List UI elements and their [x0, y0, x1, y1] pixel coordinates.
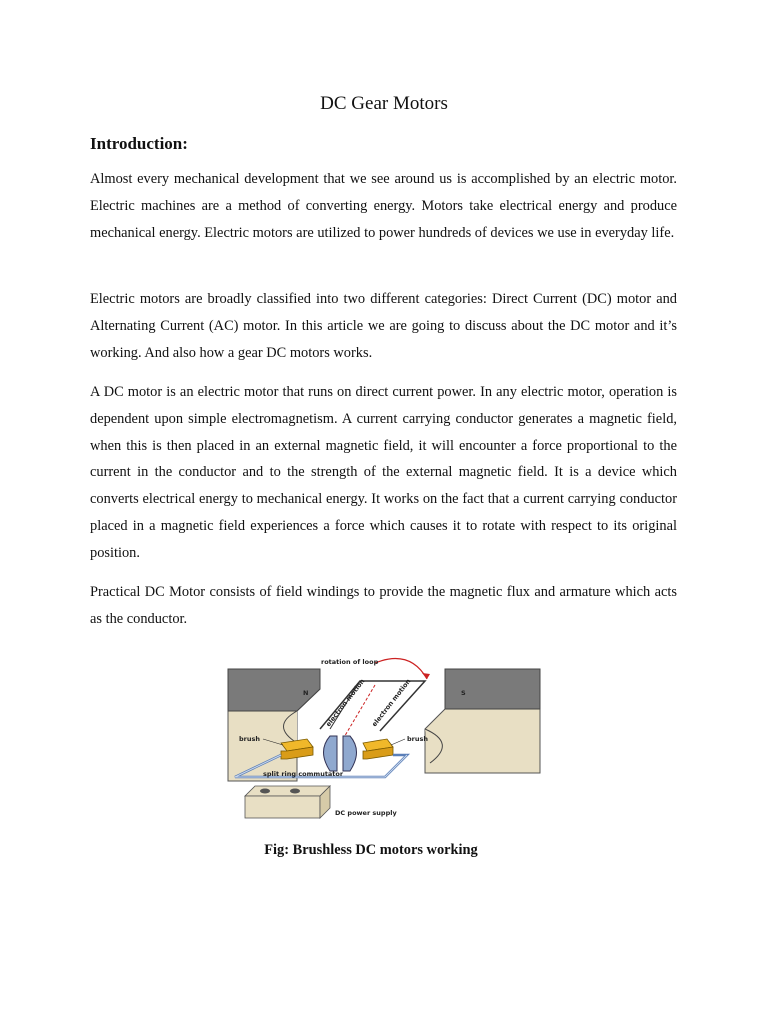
- paragraph-1: Almost every mechanical development that we see around us is accomplished by an electric motor. Electric machines are a method of converting energy. Motors take electrical energy and produce mechanical energy. Electric motors are utilized to power hundreds of devices we use in everyday life.: [90, 171, 677, 241]
- electron-flow-left-label: electron motion: [324, 677, 367, 729]
- dc-motor-diagram-svg: [225, 651, 545, 821]
- north-label: N: [303, 689, 309, 697]
- paragraph-4: Practical DC Motor consists of field windings to provide the magnetic flux and armature which acts as the conductor.: [90, 584, 677, 627]
- commutator-left-half: [324, 736, 338, 771]
- rotation-arrow: [375, 659, 427, 679]
- rotation-label: rotation of loop: [321, 658, 379, 666]
- figure-caption: Fig: Brushless DC motors working: [264, 842, 478, 858]
- left-brush-label: brush: [239, 735, 260, 743]
- paragraph-3: A DC motor is an electric motor that runs on direct current power. In any electric motor, operation is dependent upon simple electromagnetism. A current carrying conductor generates a magnetic field, when this is then placed in an external magnetic field, it will encounter a force proportional to the current in the conductor and to the strength of the external magnetic field. It is a device which converts electrical energy to mechanical energy. It works on the fact that a current carrying conductor placed in a magnetic field experiences a force which causes it to rotate with respect to its original position.: [90, 384, 677, 561]
- section-heading-introduction: Introduction:: [90, 134, 188, 153]
- power-supply-top: [245, 786, 330, 796]
- power-supply-front: [245, 796, 320, 818]
- commutator-right-half: [343, 736, 357, 771]
- paragraph-2: Electric motors are broadly classified into two different categories: Direct Current (DC) motor and Alternating Current (AC) motor. In this article we are going to discuss about the DC motor and it’s working. And also how a gear DC motors works.: [90, 291, 677, 361]
- right-brush-label: brush: [407, 735, 428, 743]
- document-title: DC Gear Motors: [320, 93, 448, 114]
- electron-flow-right-label: electron motion: [370, 677, 413, 729]
- south-label: S: [461, 689, 466, 697]
- south-magnet-top: [445, 669, 540, 709]
- dc-motor-diagram: [225, 651, 545, 821]
- power-terminal-right: [290, 789, 300, 794]
- right-brush-pointer: [391, 739, 405, 745]
- power-supply-label: DC power supply: [335, 809, 397, 817]
- commutator-label: split ring commutator: [263, 770, 344, 778]
- power-terminal-left: [260, 789, 270, 794]
